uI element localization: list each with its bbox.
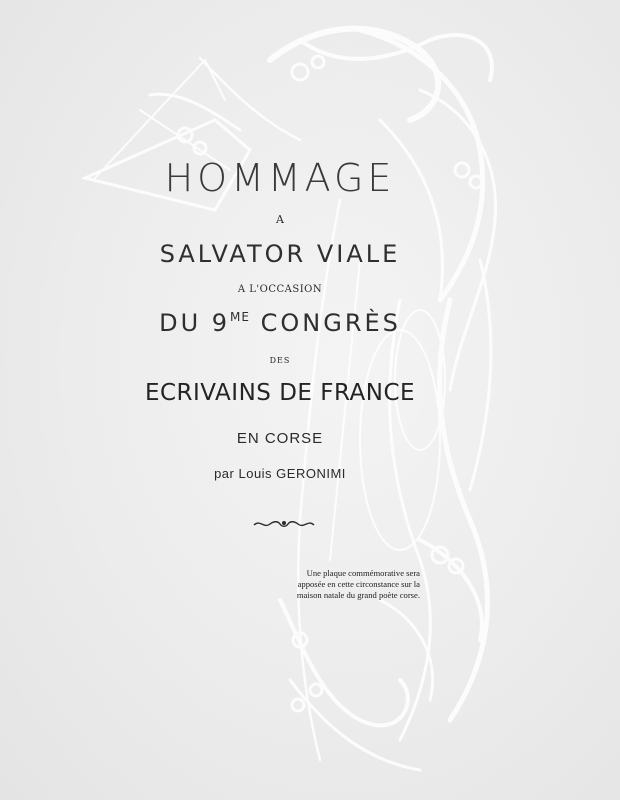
location-heading: EN CORSE: [236, 430, 324, 447]
congress-ordinal-suffix: ME: [230, 310, 250, 324]
author-byline: par Louis GERONIMI: [214, 466, 346, 481]
note-line: Une plaque commémorative sera: [306, 568, 420, 578]
page-title: HOMMAGE: [164, 156, 396, 200]
congress-heading: [0, 309, 560, 337]
congress-prefix: DU 9: [159, 309, 231, 337]
honoree-name: SALVATOR VIALE: [159, 240, 401, 268]
plaque-note: [256, 568, 420, 601]
note-line: maison natale du grand poète corse.: [296, 590, 420, 600]
writers-heading: ECRIVAINS DE FRANCE: [144, 380, 416, 406]
preposition-des: DES: [269, 356, 291, 365]
fleuron-divider-icon: [252, 517, 316, 531]
note-line: apposée en cette circonstance sur la: [297, 579, 420, 589]
occasion-label: A L'OCCASION: [237, 284, 323, 295]
congress-word: CONGRÈS: [249, 309, 401, 337]
preposition-a: A: [276, 213, 284, 226]
